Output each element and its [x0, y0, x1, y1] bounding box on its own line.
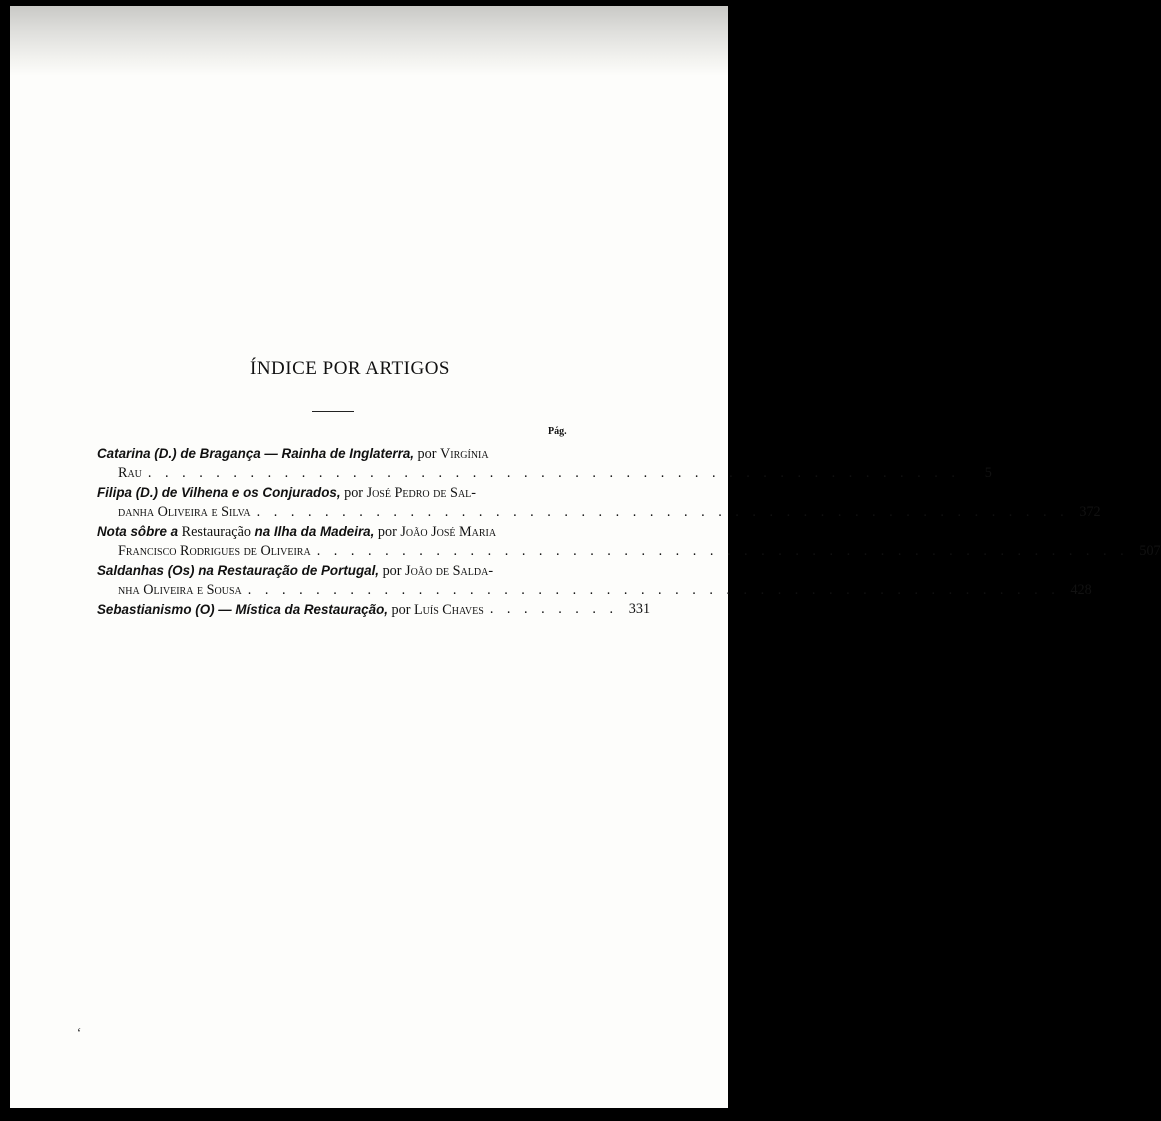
- page-number: 507: [1139, 542, 1161, 559]
- stray-mark: ‘: [76, 1026, 81, 1041]
- leader-dots: . . . . . . . . . . . . . . . . . . . . . . . . . . . . . . . . . . . . . . . . . . . . . . . .: [256, 503, 1069, 520]
- list-item: Filipa (D.) de Vilhena e os Conjurados, por José Pedro de Sal-: [97, 485, 477, 501]
- list-item: Sebastianismo (O) — Mística da Restauração, por Luís Chaves . . . . . . . . 331: [97, 601, 651, 618]
- leader-dots: . . . . . . . . . . . . . . . . . . . . . . . . . . . . . . . . . . . . . . . . . . . . . . . .: [147, 464, 960, 481]
- list-item-continuation: Francisco Rodrigues de Oliveira . . . . . . . . . . . . . . . . . . . . . . . . . . . . . . . . . . . . . . . . . . . . . . . . 507: [97, 542, 579, 562]
- index-entries: [97, 444, 1161, 620]
- list-item: Nota sôbre a Restauração na Ilha da Madeira, por João José Maria: [97, 524, 497, 540]
- leader-dots: . . . . . . . . . . . . . . . . . . . . . . . . . . . . . . . . . . . . . . . . . . . . . . . .: [247, 581, 1060, 598]
- page-number: 331: [628, 601, 651, 617]
- title-rule: [312, 411, 354, 412]
- page-number: 372: [1079, 503, 1101, 520]
- page-content: [10, 6, 1161, 1108]
- list-item-continuation: Rau . . . . . . . . . . . . . . . . . . . . . . . . . . . . . . . . . . . . . . . . . . . . . . . . 5: [97, 464, 579, 484]
- list-item-continuation: danha Oliveira e Silva . . . . . . . . . . . . . . . . . . . . . . . . . . . . . . . . . . . . . . . . . . . . . . . . 372: [97, 503, 579, 523]
- page-number: 428: [1070, 581, 1092, 598]
- page-title: ÍNDICE POR ARTIGOS: [250, 358, 450, 379]
- list-item: Catarina (D.) de Bragança — Rainha de Inglaterra, por Virgínia: [97, 446, 489, 462]
- list-item: Saldanhas (Os) na Restauração de Portugal, por João de Salda-: [97, 563, 494, 579]
- list-item-continuation: nha Oliveira e Sousa . . . . . . . . . . . . . . . . . . . . . . . . . . . . . . . . . . . . . . . . . . . . . . . . 428: [97, 581, 579, 601]
- page-column-header: Pág.: [548, 426, 567, 437]
- leader-dots: . . . . . . . . . . . . . . . . . . . . . . . . . . . . . . . . . . . . . . . . . . . . . . . .: [316, 542, 1129, 559]
- page-number: 5: [984, 464, 992, 481]
- leader-dots: . . . . . . . .: [489, 601, 619, 617]
- book-page: [10, 6, 1161, 1108]
